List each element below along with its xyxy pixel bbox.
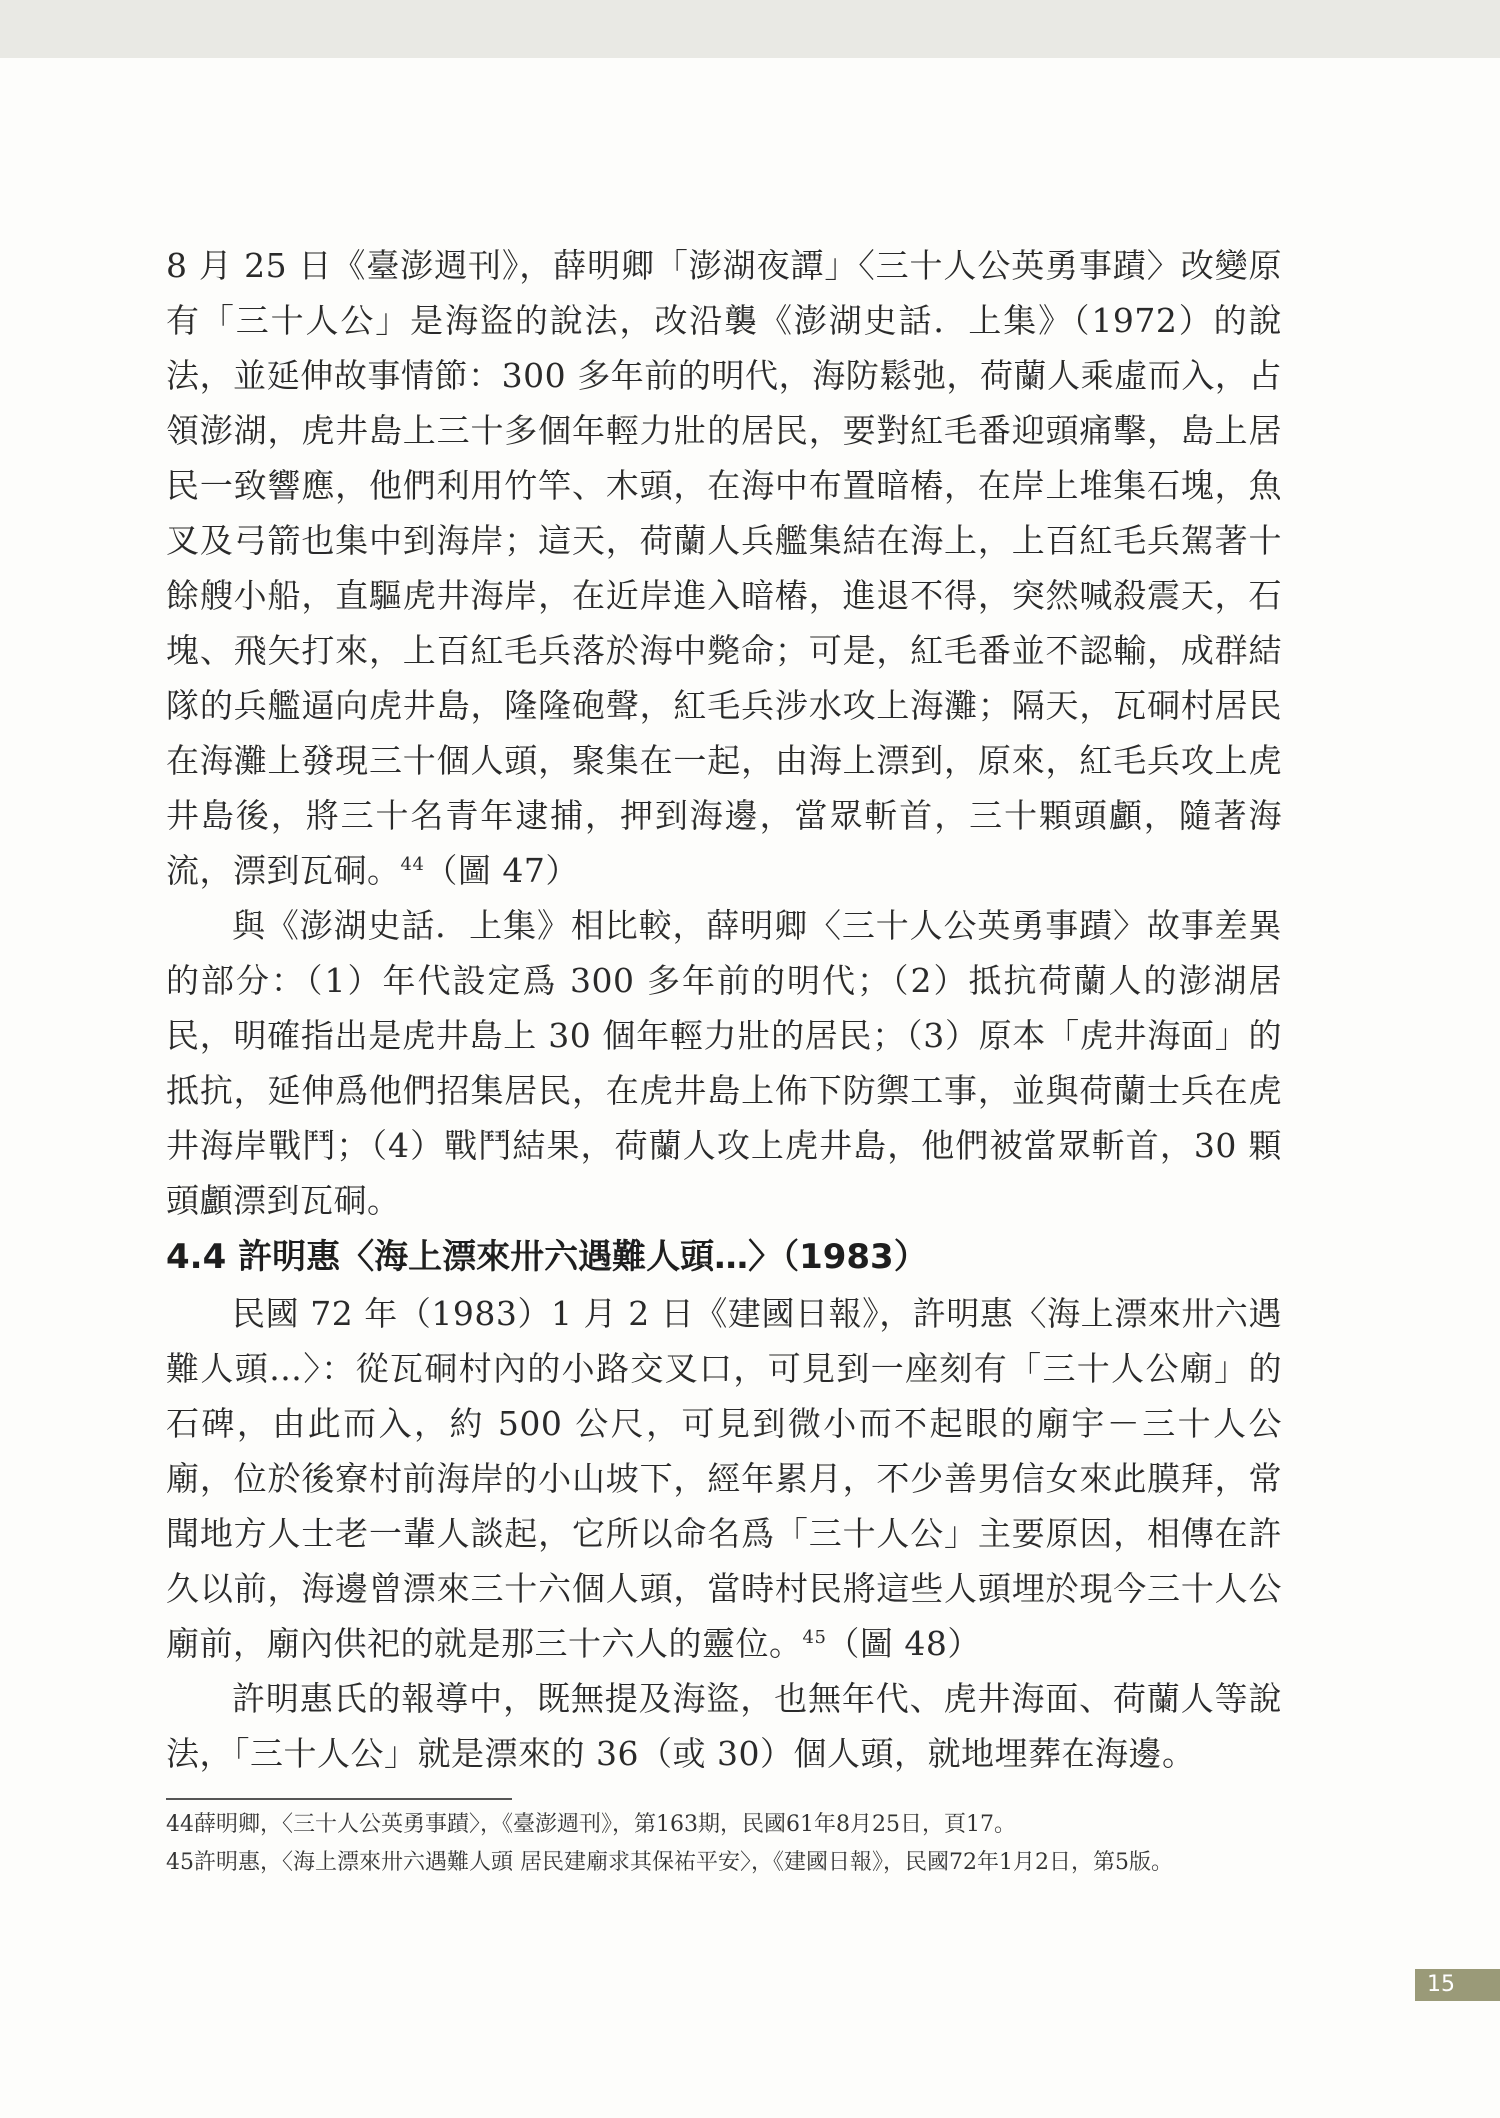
section-heading: 4.4 許明惠〈海上漂來卅六遇難人頭…〉（1983） xyxy=(166,1237,928,1277)
paragraph-3 xyxy=(166,1286,1282,1671)
scan-top-band xyxy=(0,0,1500,58)
paragraph-1-text: 8 月 25 日《臺澎週刊》，薛明卿「澎湖夜譚」〈三十人公英勇事蹟〉改變原有「三十人公」是海盜的說法，改沿襲《澎湖史話．上集》（1972）的說法，並延伸故事情節：300 多年前的明代，海防鬆弛，荷蘭人乘虛而入，占領澎湖，虎井島上三十多個年輕力壯的居民，要對紅毛番迎頭痛擊，島上居民一致響應，他們利用竹竿、木頭，在海中布置暗樁，在岸上堆集石塊，魚叉及弓箭也集中到海岸；這天，荷蘭人兵艦集結在海上，上百紅毛兵駕著十餘艘小船，直驅虎井海岸，在近岸進入暗樁，進退不得，突然喊殺震天，石塊、飛矢打來，上百紅毛兵落於海中斃命；可是，紅毛番並不認輸，成群結隊的兵艦逼向虎井島，隆隆砲聲，紅毛兵涉水攻上海灘；隔天，瓦硐村居民在海灘上發現三十個人頭，聚集在一起，由海上漂到，原來，紅毛兵攻上虎井島後，將三十名青年逮捕，押到海邊，當眾斬首，三十顆頭顱，隨著海流，漂到瓦硐。 xyxy=(166,246,1282,890)
footnote-45: 45許明惠，〈海上漂來卅六遇難人頭 居民建廟求其保祐平安〉，《建國日報》，民國72年1月2日，第5版。 xyxy=(166,1850,1173,1875)
body-text xyxy=(166,238,1282,1781)
paragraph-1 xyxy=(166,238,1282,898)
footnotes xyxy=(166,1806,1286,1882)
paragraph-3-text: 民國 72 年（1983）1 月 2 日《建國日報》，許明惠〈海上漂來卅六遇難人頭…〉：從瓦硐村內的小路交叉口，可見到一座刻有「三十人公廟」的石碑，由此而入，約 500 公尺，可見到微小而不起眼的廟宇－三十人公廟，位於後寮村前海岸的小山坡下，經年累月，不少善男信女來此膜拜，常聞地方人士老一輩人談起，它所以命名爲「三十人公」主要原因，相傳在許久以前，海邊曾漂來三十六個人頭，當時村民將這些人頭埋於現今三十人公廟前，廟內供祀的就是那三十六人的靈位。 xyxy=(166,1294,1282,1663)
paragraph-4: 許明惠氏的報導中，既無提及海盜，也無年代、虎井海面、荷蘭人等說法，「三十人公」就是漂來的 36（或 30）個人頭，就地埋葬在海邊。 xyxy=(166,1679,1282,1773)
footnote-ref-44[interactable]: 44 xyxy=(400,854,425,875)
figure-ref-47: （圖 47） xyxy=(424,851,579,890)
footnote-ref-45[interactable]: 45 xyxy=(802,1627,827,1648)
paragraph-2: 與《澎湖史話．上集》相比較，薛明卿〈三十人公英勇事蹟〉故事差異的部分：（1）年代設定爲 300 多年前的明代；（2）抵抗荷蘭人的澎湖居民，明確指出是虎井島上 30 個年輕力壯的居民；（3）原本「虎井海面」的抵抗，延伸爲他們招集居民，在虎井島上佈下防禦工事，並與荷蘭士兵在虎井海岸戰鬥；（4）戰鬥結果，荷蘭人攻上虎井島，他們被當眾斬首，30 顆頭顱漂到瓦硐。 xyxy=(166,906,1282,1220)
figure-ref-48: （圖 48） xyxy=(826,1624,981,1663)
footnote-divider xyxy=(166,1798,512,1800)
footnote-44: 44薛明卿，〈三十人公英勇事蹟〉，《臺澎週刊》，第163期，民國61年8月25日，頁17。 xyxy=(166,1812,1016,1837)
page-number: 15 xyxy=(1415,1969,1500,2001)
